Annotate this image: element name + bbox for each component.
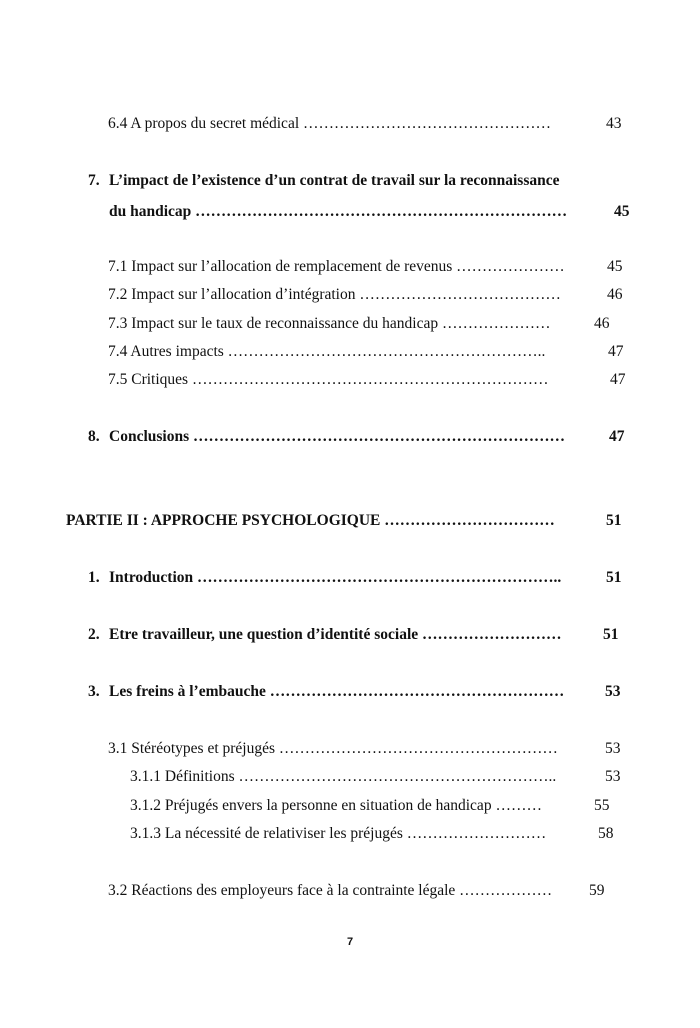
toc-page-number: 46 xyxy=(607,286,623,303)
toc-page-number: 53 xyxy=(605,683,621,700)
toc-page-number: 45 xyxy=(607,258,623,275)
toc-entry-7 xyxy=(88,171,559,191)
toc-entry-2 xyxy=(88,625,562,645)
toc-entry-number: 3. xyxy=(88,683,100,700)
toc-entry-3-1-2: 3.1.2 Préjugés envers la personne en situation de handicap ……… xyxy=(130,797,542,814)
toc-page-number: 46 xyxy=(594,315,610,332)
toc-page-number: 59 xyxy=(589,882,605,899)
toc-page-number: 47 xyxy=(609,428,625,445)
toc-entry-6-4 xyxy=(108,114,551,134)
toc-entry-7-1: 7.1 Impact sur l’allocation de remplacement de revenus ………………… xyxy=(108,258,565,275)
toc-entry-text: Introduction …………………………………………………………….. xyxy=(109,569,562,586)
toc-entry-text: Les freins à l’embauche ………………………………………………… xyxy=(109,683,565,700)
toc-entry-7-2: 7.2 Impact sur l’allocation d’intégration ………………………………… xyxy=(108,286,561,303)
toc-page-number: 51 xyxy=(603,626,619,643)
toc-page-number: 43 xyxy=(606,115,622,132)
toc-page-number: 47 xyxy=(608,343,624,360)
toc-entry-8 xyxy=(88,427,565,447)
toc-entry-number: 1. xyxy=(88,569,100,586)
toc-page-number: 45 xyxy=(614,203,630,220)
toc-entry-text: Etre travailleur, une question d’identité sociale ……………………… xyxy=(109,626,562,643)
toc-page-number: 51 xyxy=(606,569,622,586)
toc-page-number: 55 xyxy=(594,797,610,814)
page-number: 7 xyxy=(346,936,354,948)
toc-entry-7-continued: du handicap ……………………………………………………………… xyxy=(109,203,568,220)
toc-page-number: 47 xyxy=(610,371,626,388)
toc-entry-7-3: 7.3 Impact sur le taux de reconnaissance du handicap ………………… xyxy=(108,315,551,332)
toc-entry-3 xyxy=(88,682,564,702)
toc-page-number: 53 xyxy=(605,740,621,757)
toc-entry-3-2: 3.2 Réactions des employeurs face à la contrainte légale ……………… xyxy=(108,882,553,899)
toc-entry-7-5: 7.5 Critiques …………………………………………………………… xyxy=(108,371,549,388)
toc-entry-3-1-3: 3.1.3 La nécessité de relativiser les préjugés ……………………… xyxy=(130,825,547,842)
toc-entry-number: 7. xyxy=(88,172,100,189)
toc-entry-7-4: 7.4 Autres impacts …………………………………………………….. xyxy=(108,343,546,360)
toc-entry-1 xyxy=(88,568,561,588)
toc-entry-number: 8. xyxy=(88,428,100,445)
toc-page-number: 58 xyxy=(598,825,614,842)
toc-entry-3-1: 3.1 Stéréotypes et préjugés ……………………………………………… xyxy=(108,740,558,757)
toc-part-heading: PARTIE II : APPROCHE PSYCHOLOGIQUE …………………………… xyxy=(66,512,555,529)
toc-entry-text: Conclusions ……………………………………………………………… xyxy=(109,428,565,445)
toc-entry-text: 6.4 A propos du secret médical ………………………………………… xyxy=(108,115,551,132)
toc-entry-number: 2. xyxy=(88,626,100,643)
toc-entry-3-1-1: 3.1.1 Définitions …………………………………………………….. xyxy=(130,768,557,785)
toc-page-number: 53 xyxy=(605,768,621,785)
toc-entry-text: L’impact de l’existence d’un contrat de travail sur la reconnaissance xyxy=(109,172,560,189)
toc-page-number: 51 xyxy=(606,512,622,529)
